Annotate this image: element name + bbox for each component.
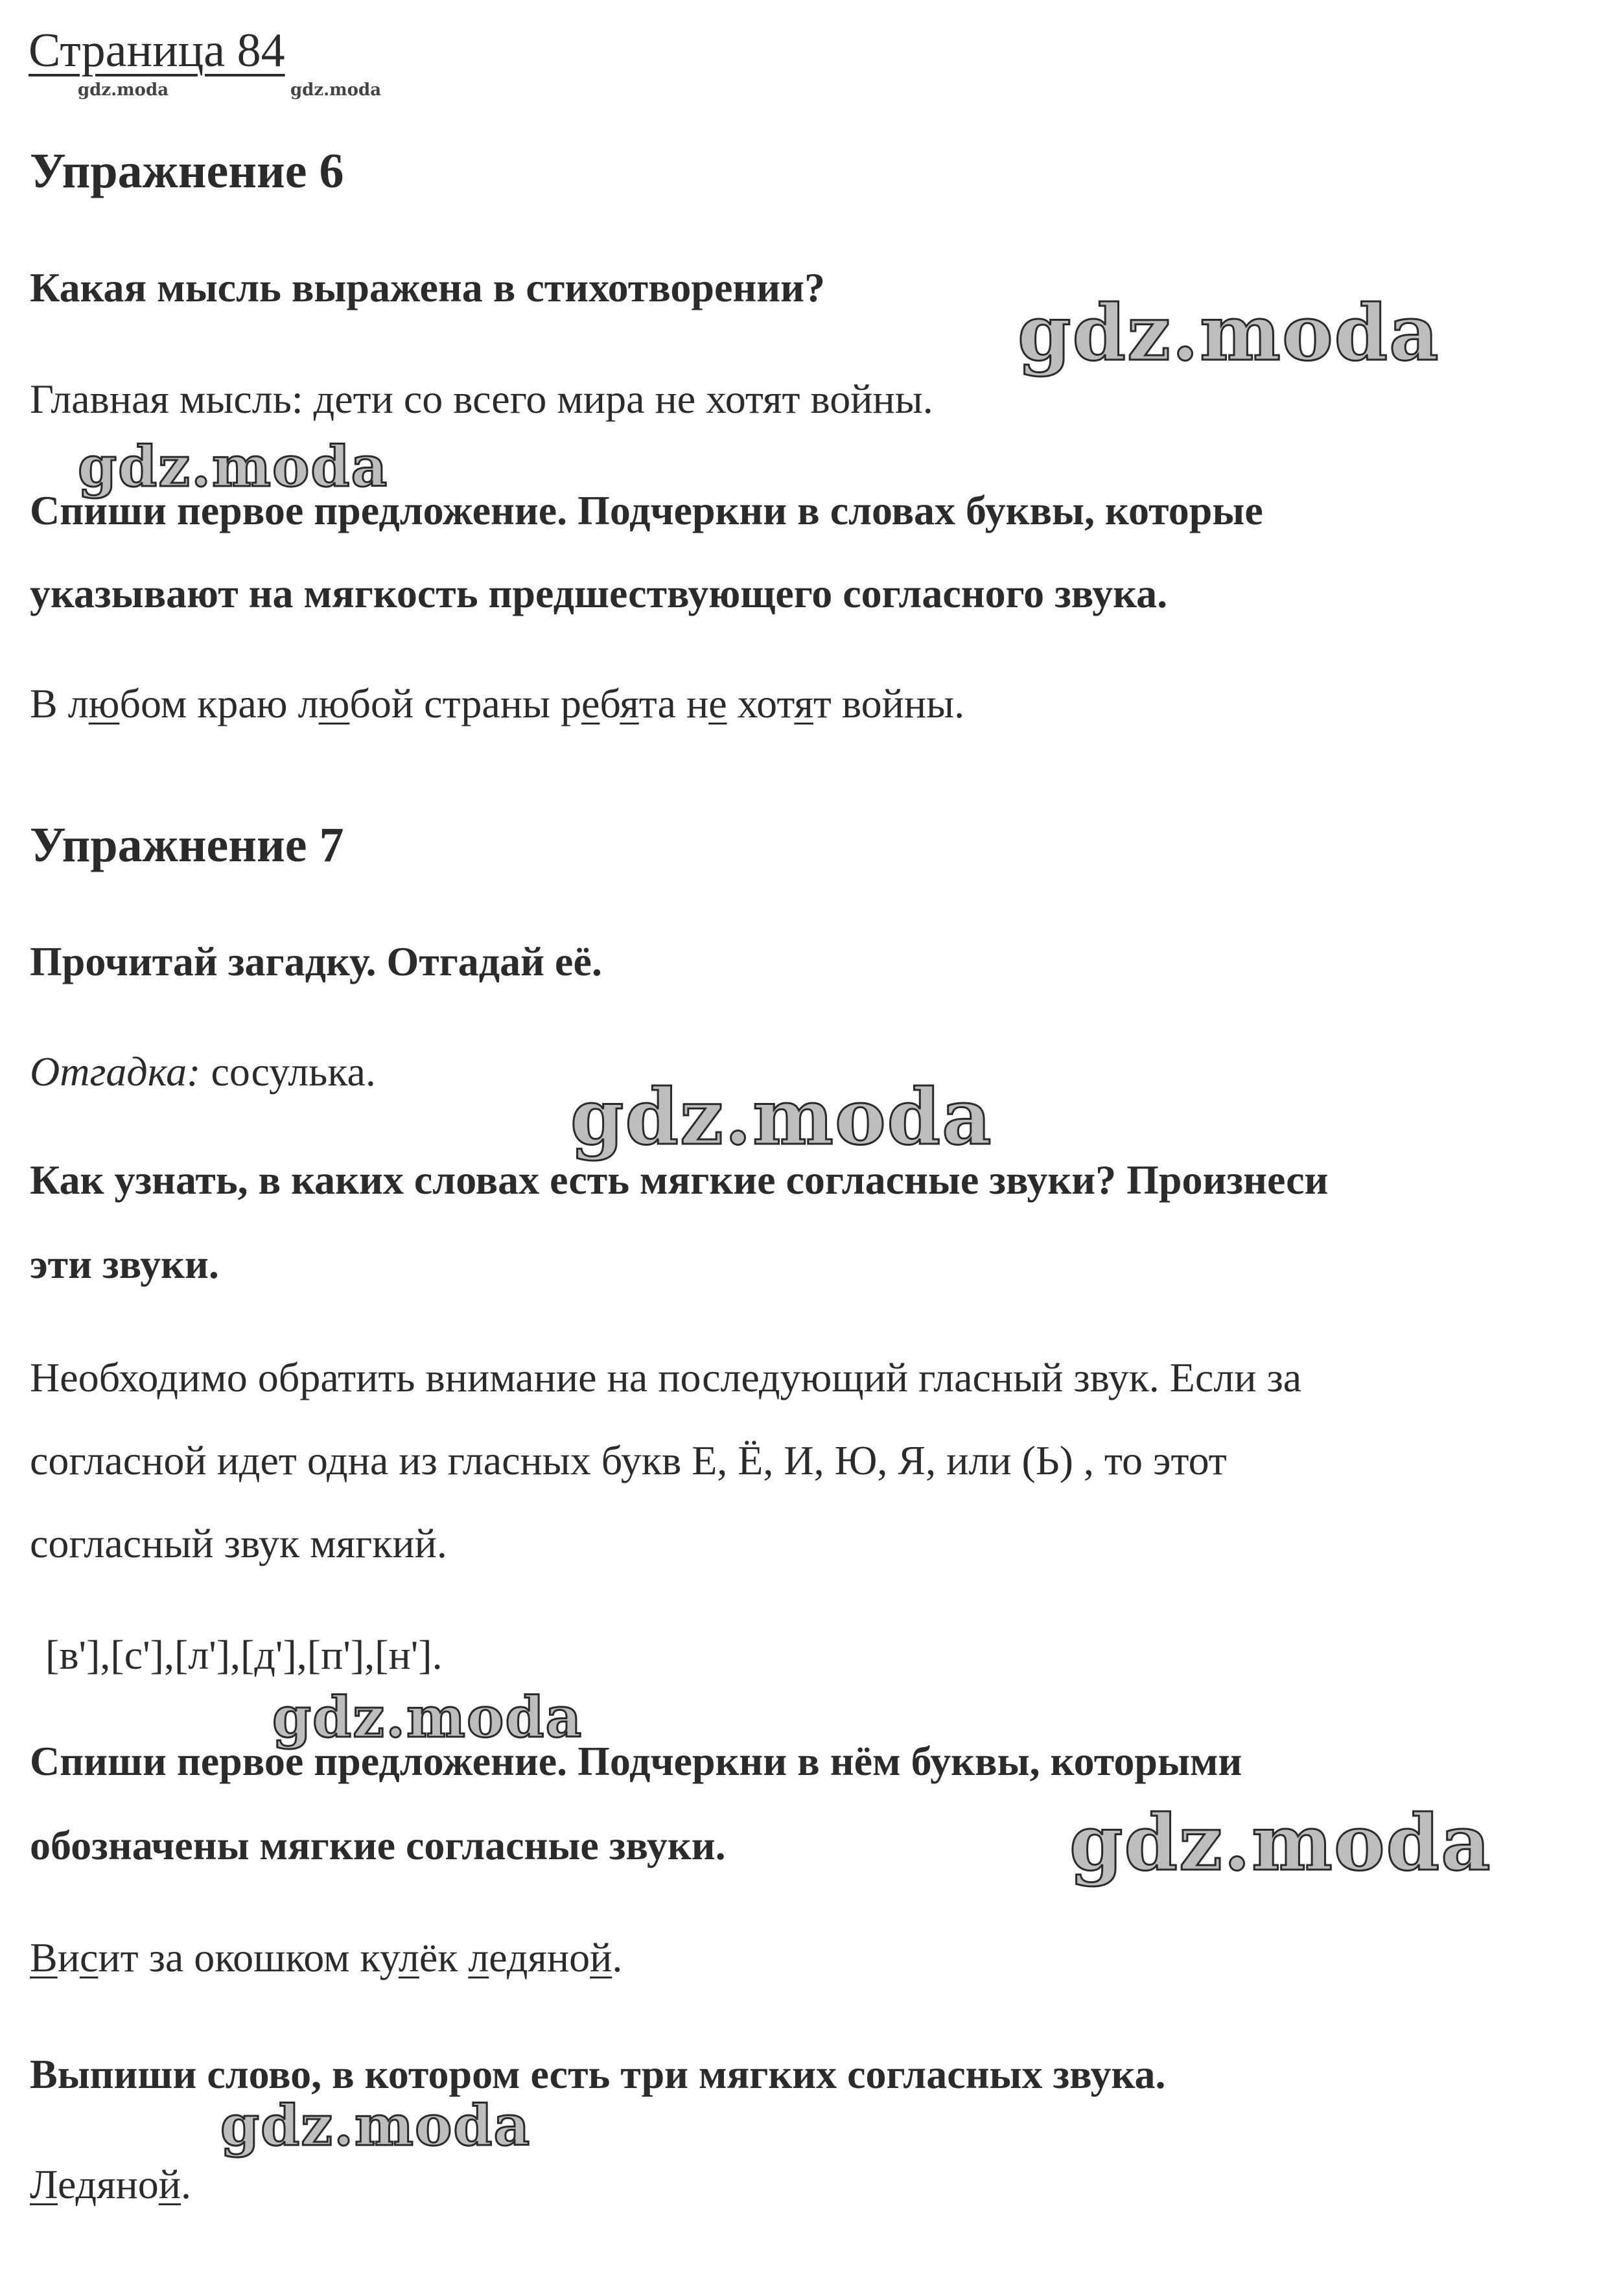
exercise-7-question-1: Прочитай загадку. Отгадай её. xyxy=(30,938,602,984)
exercise-7-question-2-line-2: эти звуки. xyxy=(30,1241,219,1287)
exercise-6-question-1: Какая мысль выражена в стихотворении? xyxy=(30,264,825,310)
exercise-7-answer-4: Ледяной. xyxy=(30,2161,192,2207)
exercise-7-answer-2-line-3: согласный звук мягкий. xyxy=(30,1520,447,1566)
watermark-small-2: gdz.moda xyxy=(290,80,382,100)
exercise-6-question-2-line-2: указывают на мягкость предшествующего согласного звука. xyxy=(30,570,1168,616)
answer-value: сосулька. xyxy=(200,1049,376,1095)
exercise-7-answer-1 xyxy=(30,1049,376,1095)
page-title: Страница 84 xyxy=(29,24,285,77)
exercise-6-answer-2: В любом краю любой страны ребята не хотят войны. xyxy=(30,680,965,726)
exercise-7-heading: Упражнение 7 xyxy=(30,818,344,872)
watermark-4: gdz.moda xyxy=(272,1685,583,1750)
exercise-7-answer-2-line-1: Необходимо обратить внимание на последующий гласный звук. Если за xyxy=(30,1354,1302,1400)
watermark-3: gdz.moda xyxy=(570,1072,993,1162)
watermark-1: gdz.moda xyxy=(1018,288,1440,378)
exercise-6-heading: Упражнение 6 xyxy=(30,144,344,198)
exercise-7-answer-3: Висит за окошком кулёк ледяной. xyxy=(30,1934,623,1980)
watermark-5: gdz.moda xyxy=(1069,1798,1492,1888)
exercise-7-question-3-line-1: Спиши первое предложение. Подчеркни в нём буквы, которыми xyxy=(30,1738,1242,1784)
exercise-7-answer-2-line-2: согласной идет одна из гласных букв Е, Ё, И, Ю, Я, или (Ь) , то этот xyxy=(30,1437,1227,1483)
exercise-7-question-2-line-1: Как узнать, в каких словах есть мягкие согласные звуки? Произнеси xyxy=(30,1157,1329,1203)
watermark-6: gdz.moda xyxy=(220,2093,531,2159)
exercise-6-answer-1: Главная мысль: дети со всего мира не хотят войны. xyxy=(30,376,933,422)
soft-sounds-list: [в'],[с'],[л'],[д'],[п'],[н']. xyxy=(45,1632,443,1678)
exercise-6-question-2-line-1: Спиши первое предложение. Подчеркни в словах буквы, которые xyxy=(30,487,1263,533)
exercise-7-question-3-line-2: обозначены мягкие согласные звуки. xyxy=(30,1822,726,1868)
watermark-small-1: gdz.moda xyxy=(78,80,169,100)
exercise-7-question-4: Выпиши слово, в котором есть три мягких согласных звука. xyxy=(30,2051,1166,2097)
watermark-2: gdz.moda xyxy=(78,434,389,500)
answer-label: Отгадка: xyxy=(30,1049,201,1095)
